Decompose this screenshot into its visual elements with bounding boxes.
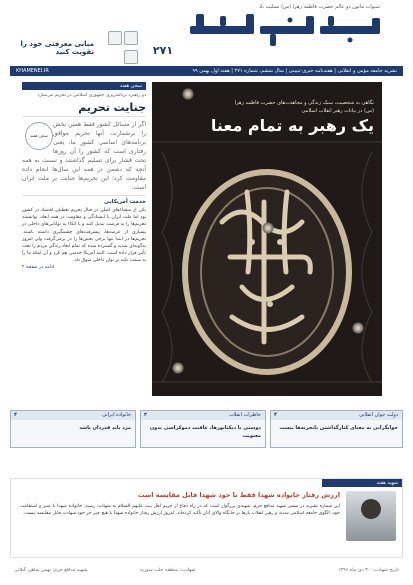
top-tagline: شنوات ماتون دو عالم حضرت فاطمه زهرا (س) تسلیت باد xyxy=(258,4,380,10)
box-title: جوانگرایی به معنای کنارگذاشتن باتجربه‌ها نیست xyxy=(279,425,398,431)
info-bar-text: نشریه جامعه مؤمن و انقلابی | هفته‌نامه خبری-تبیینی | سال ششم، شماره ۲۷۱ | هفته اول بهمن ۹۹ xyxy=(192,68,397,74)
flower-icon xyxy=(352,322,364,334)
footer-place: شهادت: منطقه حلب سوریه xyxy=(140,568,196,573)
minor-title: خدمت آمریکایی xyxy=(104,199,146,205)
quote-text: اگر از مسائل کشور فقط همین بخش را برشمارند، آنها تحریم موافق برنامه‌های اساسی کشور ما، یعنی رفتاری است که کشور را آن روزها تحت فشار برای تسلیم گذاشتند و نسبت به همه آنچه که دشمن در همه این سال‌ها انجام داده مقاومت کرد؛ این تحریم‌ها جنایت بر ملت ایران است. xyxy=(22,121,146,191)
site-label: KHAMENEI.IR xyxy=(16,68,49,74)
box-label: دولت جوان انقلابی xyxy=(359,412,398,418)
seal-icon xyxy=(108,31,122,45)
footer xyxy=(10,565,403,577)
header-icons xyxy=(92,30,138,48)
column-headline: جنایت تحریم xyxy=(78,101,146,114)
quote-badge: سخن هفته xyxy=(25,122,53,150)
box-page-number: ۳ xyxy=(144,412,148,418)
cover-headline: یک رهبر به تمام معنا xyxy=(210,116,374,135)
box-page-number: ۴ xyxy=(274,412,278,418)
box-label: خاطرات انقلاب xyxy=(228,412,261,418)
flower-icon xyxy=(182,88,194,100)
qr-icon xyxy=(124,50,138,64)
logo xyxy=(150,12,390,56)
box-header xyxy=(11,411,135,420)
martyr-section xyxy=(10,478,403,558)
box-header xyxy=(141,411,265,420)
martyr-photo xyxy=(346,491,396,541)
issue-number: ۲۷۱ xyxy=(152,44,174,57)
box-revolution-memories[interactable] xyxy=(140,410,266,448)
logo-wordmark xyxy=(150,12,390,56)
box-iranian-family[interactable] xyxy=(10,410,136,448)
flower-icon xyxy=(172,362,184,374)
box-page-number: ۴ xyxy=(14,412,18,418)
footer-name: شهید مدافع حرم: بهمن شاهی گیلانی xyxy=(14,568,88,573)
section-label: سخن هفته xyxy=(22,82,146,90)
left-column xyxy=(22,82,146,402)
cover-caption: نگاهی به شخصیت، سبک زندگی و مجاهدت‌های حضرت فاطمه زهرا (س) در بیانات رهبر انقلاب اسلامی xyxy=(234,100,374,114)
cover-image xyxy=(152,82,382,396)
footer-date: تاریخ شهادت: ۳۰ دی ماه ۱۳۹۶ xyxy=(337,568,399,573)
emblem-icon xyxy=(124,31,138,45)
box-title: مرد باید قدردان باشد xyxy=(79,425,131,431)
box-title: دوستی با دیکتاتورها، عاقبت دموکراسی بدون معنویت xyxy=(149,425,261,439)
column-body: یکی از منشاء‌های اصلی در قبال تحریم تعطیلی اقتصاد در کشور بود اما ملت ایران با ایستادگی و مقاومت در همه ابعاد، توانستند تحریم‌ها را به فرصت تبدیل کنند و با اتکاء به توانایی‌های داخلی در بسیاری از عرصه‌ها، پیشرفت‌های چشمگیری داشته باشند. تحریم‌ها در ابتدا تنها برخی بخش‌ها را در برمی‌گرفت ولی امروز به‌گونه‌ای شدید و گسترده شده که تمام ابعاد زندگی مردم را تحت تأثیر قرار داده است. البته آمریکا خدمتی هم کرد و آن اینکه ما را به سمت تکیه بر توان داخلی سوق داد. xyxy=(22,208,146,264)
box-header xyxy=(271,411,402,420)
info-bar xyxy=(10,66,403,76)
box-young-government[interactable] xyxy=(270,410,403,448)
martyr-body: این شماره نشریه در مسیر شهید مدافع حرم، شهیدی بزرگوار است که در راه دفاع از حریم اهل بیت علیهم السلام به شهادت رسید. خانواده شهدا با صبر و استقامت خود، الگوی جامعه اسلامی شدند و رهبر انقلاب بارها بر جایگاه والای آنان تأکید کرده‌اند. امروز ارزش رفتار خانواده شهدا با هیچ چیز جز خود شهادت قابل مقایسه نیست. xyxy=(20,504,340,517)
box-label: خانواده ایرانی xyxy=(102,412,131,418)
quote-block xyxy=(22,116,146,196)
teaser-title: مبانی معرفتی خود را تقویت کنید xyxy=(20,40,94,56)
martyr-section-label: شهید هفته xyxy=(322,479,402,487)
martyr-title: ارزش رفتار خانواده شهدا فقط با خود شهدا قابل مقایسه است xyxy=(138,491,340,499)
flower-icon xyxy=(262,222,274,234)
continue-link[interactable]: ادامه در صفحه ۲ xyxy=(22,264,55,270)
column-subtitle: دو راهبرد برنامه‌ریزی جمهوری اسلامی در تحریم می‌سازد xyxy=(37,93,146,98)
